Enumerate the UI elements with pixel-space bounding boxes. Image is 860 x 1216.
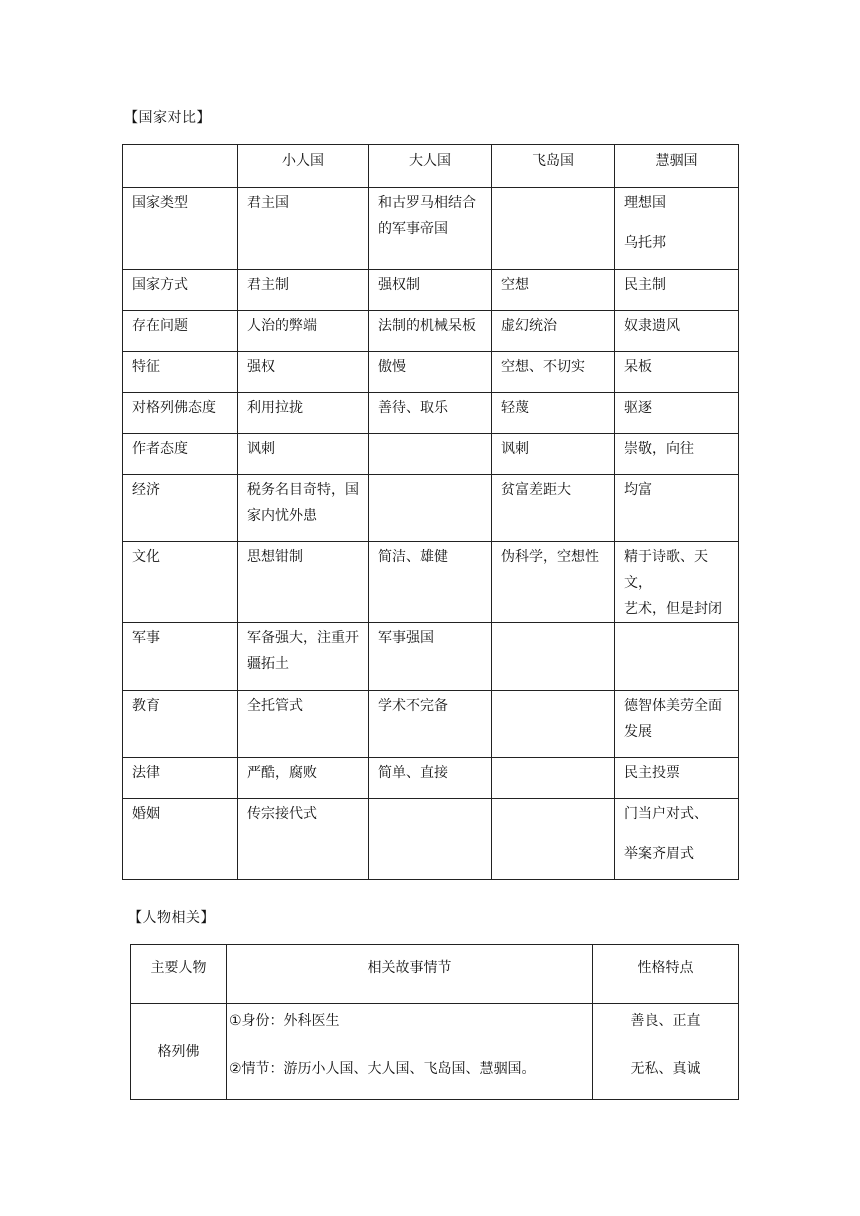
table-header-row — [131, 945, 739, 1004]
cell-brobdingnag — [369, 623, 492, 691]
cell-houyhnhnm — [615, 475, 739, 542]
cell-text: 君主国 — [247, 195, 289, 211]
cell-houyhnhnm — [615, 691, 739, 758]
cell-houyhnhnm — [615, 758, 739, 799]
cell-laputa — [492, 542, 615, 623]
cell-brobdingnag — [369, 434, 492, 475]
cell-lilliput — [238, 691, 369, 758]
cell-text: 的军事帝国 — [378, 221, 448, 237]
cell-brobdingnag — [369, 393, 492, 434]
cell-text: 贫富差距大 — [501, 482, 571, 498]
cell-lilliput — [238, 188, 369, 270]
row-label-cell: 经济 — [123, 475, 238, 542]
cell-text: 思想钳制 — [247, 549, 303, 565]
cell-brobdingnag — [369, 352, 492, 393]
row-label-cell: 特征 — [123, 352, 238, 393]
cell-brobdingnag — [369, 799, 492, 880]
header-cell-brobdingnag: 大人国 — [369, 145, 492, 188]
cell-text: 和古罗马相结合 — [378, 195, 476, 211]
row-label-cell: 对格列佛态度 — [123, 393, 238, 434]
cell-text: 疆拓土 — [247, 656, 289, 672]
cell-text: 发展 — [624, 724, 652, 740]
trait-line: 善良、正直 — [630, 1013, 701, 1029]
cell-text: 简洁、雄健 — [378, 549, 448, 565]
cell-text: 虚幻统治 — [501, 318, 557, 334]
table-row — [123, 270, 739, 311]
header-cell-lilliput: 小人国 — [238, 145, 369, 188]
cell-text: 德智体美劳全面 — [624, 698, 722, 714]
section-title-country-comparison: 【国家对比】 — [124, 110, 211, 126]
cell-brobdingnag — [369, 542, 492, 623]
cell-lilliput — [238, 311, 369, 352]
row-label-cell: 法律 — [123, 758, 238, 799]
cell-laputa — [492, 188, 615, 270]
row-label-cell: 教育 — [123, 691, 238, 758]
cell-lilliput — [238, 475, 369, 542]
plot-line: ②情节：游历小人国、大人国、飞岛国、慧骃国。 — [229, 1061, 536, 1077]
table-row — [123, 434, 739, 475]
cell-houyhnhnm — [615, 311, 739, 352]
cell-text: 奴隶遗风 — [624, 318, 680, 334]
cell-laputa — [492, 691, 615, 758]
cell-text: 强权制 — [378, 277, 420, 293]
row-label-cell: 国家方式 — [123, 270, 238, 311]
cell-text: 门当户对式、 — [624, 806, 708, 822]
header-cell-laputa: 飞岛国 — [492, 145, 615, 188]
cell-brobdingnag — [369, 188, 492, 270]
cell-text: 传宗接代式 — [247, 806, 317, 822]
table-row — [123, 691, 739, 758]
cell-text: 伪科学，空想性 — [501, 549, 599, 565]
cell-laputa — [492, 352, 615, 393]
cell-brobdingnag — [369, 475, 492, 542]
header-cell-traits: 性格特点 — [593, 945, 739, 1004]
table-row — [123, 393, 739, 434]
trait-line: 无私、真诚 — [630, 1061, 701, 1077]
row-label-cell: 存在问题 — [123, 311, 238, 352]
table-row — [123, 352, 739, 393]
cell-text: 精于诗歌、天文， — [624, 549, 708, 591]
table-row — [123, 542, 739, 623]
country-comparison-table — [122, 144, 739, 880]
cell-brobdingnag — [369, 758, 492, 799]
cell-text: 呆板 — [624, 359, 652, 375]
cell-laputa — [492, 393, 615, 434]
cell-text: 傲慢 — [378, 359, 406, 375]
cell-laputa — [492, 434, 615, 475]
cell-laputa — [492, 758, 615, 799]
section-title-characters: 【人物相关】 — [128, 910, 215, 926]
cell-text: 君主制 — [247, 277, 289, 293]
traits-cell — [593, 1004, 739, 1100]
cell-brobdingnag — [369, 311, 492, 352]
cell-lilliput — [238, 758, 369, 799]
row-label-cell: 国家类型 — [123, 188, 238, 270]
cell-brobdingnag — [369, 691, 492, 758]
table-row — [123, 311, 739, 352]
cell-text: 崇敬，向往 — [624, 441, 694, 457]
cell-text: 轻蔑 — [501, 400, 529, 416]
cell-text: 法制的机械呆板 — [378, 318, 476, 334]
cell-text: 空想 — [501, 277, 529, 293]
cell-text: 强权 — [247, 359, 275, 375]
cell-text: 军备强大，注重开 — [247, 630, 359, 646]
header-cell-main-character: 主要人物 — [131, 945, 227, 1004]
row-label-cell: 婚姻 — [123, 799, 238, 880]
cell-text: 空想、不切实 — [501, 359, 585, 375]
cell-text: 善待、取乐 — [378, 400, 448, 416]
table-row — [123, 623, 739, 691]
cell-laputa — [492, 270, 615, 311]
cell-text: 驱逐 — [624, 400, 652, 416]
cell-text: 家内忧外患 — [247, 508, 317, 524]
cell-lilliput — [238, 393, 369, 434]
table-row — [123, 758, 739, 799]
cell-lilliput — [238, 270, 369, 311]
cell-houyhnhnm — [615, 270, 739, 311]
cell-text: 艺术，但是封闭 — [624, 601, 722, 617]
cell-text: 学术不完备 — [378, 698, 448, 714]
cell-laputa — [492, 799, 615, 880]
cell-lilliput — [238, 434, 369, 475]
row-label-cell: 作者态度 — [123, 434, 238, 475]
cell-text: 乌托邦 — [624, 235, 666, 251]
table-row — [123, 799, 739, 880]
cell-houyhnhnm — [615, 799, 739, 880]
cell-text: 举案齐眉式 — [624, 846, 694, 862]
cell-lilliput — [238, 542, 369, 623]
table-row — [123, 475, 739, 542]
cell-brobdingnag — [369, 270, 492, 311]
cell-text: 简单、直接 — [378, 765, 448, 781]
cell-text: 讽刺 — [247, 441, 275, 457]
cell-houyhnhnm — [615, 542, 739, 623]
cell-text: 人治的弊端 — [247, 318, 317, 334]
cell-houyhnhnm — [615, 623, 739, 691]
cell-text: 民主制 — [624, 277, 666, 293]
cell-text: 严酷，腐败 — [247, 765, 317, 781]
row-label-cell: 军事 — [123, 623, 238, 691]
cell-houyhnhnm — [615, 352, 739, 393]
cell-lilliput — [238, 623, 369, 691]
character-name: 格列佛 — [157, 1043, 200, 1060]
table-row — [131, 1004, 739, 1100]
cell-houyhnhnm — [615, 393, 739, 434]
plot-line: ①身份：外科医生 — [229, 1013, 340, 1029]
cell-text: 利用拉拢 — [247, 400, 303, 416]
cell-text: 均富 — [624, 482, 652, 498]
cell-lilliput — [238, 799, 369, 880]
cell-laputa — [492, 475, 615, 542]
header-cell-houyhnhnm: 慧骃国 — [615, 145, 739, 188]
cell-houyhnhnm — [615, 188, 739, 270]
row-label-cell: 文化 — [123, 542, 238, 623]
table-row — [123, 188, 739, 270]
header-cell-plot: 相关故事情节 — [227, 945, 593, 1004]
cell-text: 税务名目奇特，国 — [247, 482, 359, 498]
cell-text: 理想国 — [624, 195, 666, 211]
cell-laputa — [492, 623, 615, 691]
cell-lilliput — [238, 352, 369, 393]
character-name-cell — [131, 1004, 227, 1100]
table-header-row — [123, 145, 739, 188]
cell-laputa — [492, 311, 615, 352]
cell-text: 讽刺 — [501, 441, 529, 457]
cell-text: 军事强国 — [378, 630, 434, 646]
header-cell — [123, 145, 238, 188]
characters-table — [130, 944, 739, 1100]
cell-text: 全托管式 — [247, 698, 303, 714]
cell-text: 民主投票 — [624, 765, 680, 781]
plot-cell — [227, 1004, 593, 1100]
cell-houyhnhnm — [615, 434, 739, 475]
